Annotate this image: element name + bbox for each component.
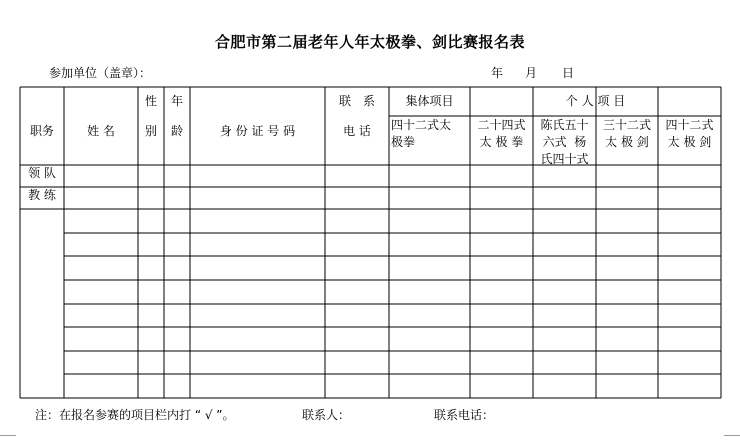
header-gender-top: 性: [144, 94, 157, 108]
header-age-bottom: 龄: [170, 124, 183, 138]
header-phone-top: 联 系: [338, 94, 375, 108]
date-month-label: 月: [525, 66, 538, 80]
header-gender-bottom: 别: [144, 124, 157, 138]
event-24-taiji: 二十四式 太 极 拳: [477, 118, 526, 149]
header-name: 姓 名: [87, 124, 115, 138]
form-title: 合肥市第二届老年人年太极拳、剑比赛报名表: [214, 33, 525, 51]
header-role: 职务: [29, 124, 54, 138]
header-individual-events: 个 人 项 目: [565, 94, 626, 108]
footer-note: 注：在报名参赛的项目栏内打 “ √ ”。: [35, 408, 235, 422]
unit-label: 参加单位（盖章）：: [49, 66, 152, 80]
event-32-sword: 三十二式 太 极 剑: [602, 118, 651, 149]
contact-phone-label: 联系电话：: [434, 408, 495, 422]
header-id-number: 身 份 证 号 码: [219, 124, 296, 138]
header-phone-bottom: 电 话: [343, 124, 371, 138]
row-label-coach: 教 练: [28, 188, 56, 202]
date-day-label: 日: [562, 66, 575, 80]
event-42-sword: 四十二式 太 极 剑: [665, 118, 714, 149]
page-edge-left: [0, 435, 16, 436]
event-group-42-taiji: 四十二式太 极拳: [391, 118, 452, 149]
row-label-leader: 领 队: [28, 166, 56, 180]
header-age-top: 年: [170, 94, 183, 108]
event-chen-yang-56-40: 陈氏五十 六式 杨 氏四十式: [540, 118, 589, 166]
date-year-label: 年: [491, 66, 504, 80]
contact-person-label: 联系人：: [302, 408, 351, 422]
page-edge-right: [724, 435, 740, 436]
header-group-events: 集体项目: [405, 94, 454, 108]
